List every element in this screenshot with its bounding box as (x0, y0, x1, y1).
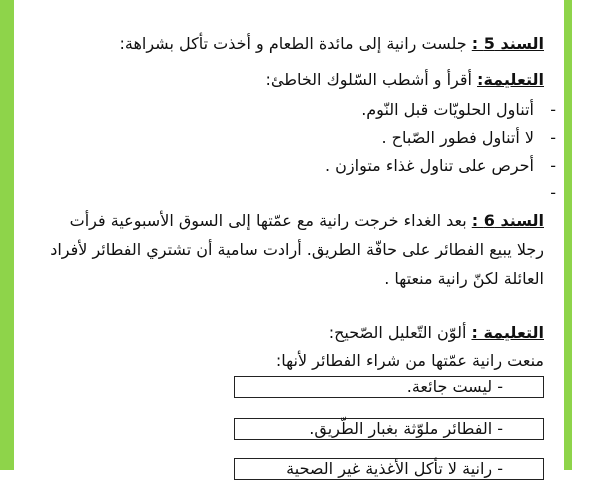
bullet-dash: - (550, 100, 556, 119)
sanad6-line3: العائلة لكنّ رانية منعتها . (384, 269, 544, 288)
worksheet-page (24, 0, 556, 478)
option-text: أتناول الحلويّات قبل النّوم. (361, 100, 534, 119)
right-border (564, 0, 572, 470)
instruction1-label: التعليمة: (477, 70, 544, 89)
sanad6-line1 (70, 210, 544, 232)
instruction1-text: أقرأ و أشطب السّلوك الخاطئ: (265, 70, 472, 89)
sanad6-text1: بعد الغداء خرجت رانية مع عمّتها إلى السوق الأسبوعية فرأت (69, 211, 467, 230)
sanad5-text: جلست رانية إلى مائدة الطعام و أخذت تأكل بشراهة: (119, 34, 467, 53)
instruction2-line (329, 322, 544, 344)
bullet-dash: - (550, 128, 556, 147)
question-text: منعت رانية عمّتها من شراء الفطائر لأنها: (275, 351, 544, 370)
choice-box[interactable]: - ليست جائعة. (234, 376, 544, 398)
left-border (0, 0, 14, 470)
sanad5-label: السند 5 : (471, 34, 544, 53)
bullet-dash: - (550, 183, 556, 202)
list-item[interactable] (24, 182, 556, 204)
option-text: أحرص على تناول غذاء متوازن . (324, 156, 534, 175)
choice-box[interactable]: - رانية لا تأكل الأغذية غير الصحية (234, 458, 544, 480)
list-item[interactable] (24, 155, 556, 177)
choice-box[interactable]: - الفطائر ملوّثة بغبار الطّريق. (234, 418, 544, 440)
option-text: لا أتناول فطور الصّباح . (381, 128, 534, 147)
sanad5-line (120, 33, 545, 55)
instruction2-label: التعليمة : (471, 323, 544, 342)
list-item[interactable] (24, 99, 556, 121)
list-item[interactable] (24, 127, 556, 149)
bullet-dash: - (550, 156, 556, 175)
instruction2-text: ألوّن التّعليل الصّحيح: (328, 323, 467, 342)
sanad6-line2: رجلا يبيع الفطائر على حافّة الطريق. أرادت سامية أن تشتري الفطائر لأفراد (50, 240, 544, 259)
instruction1-line (266, 69, 545, 91)
sanad6-label: السند 6 : (471, 211, 544, 230)
